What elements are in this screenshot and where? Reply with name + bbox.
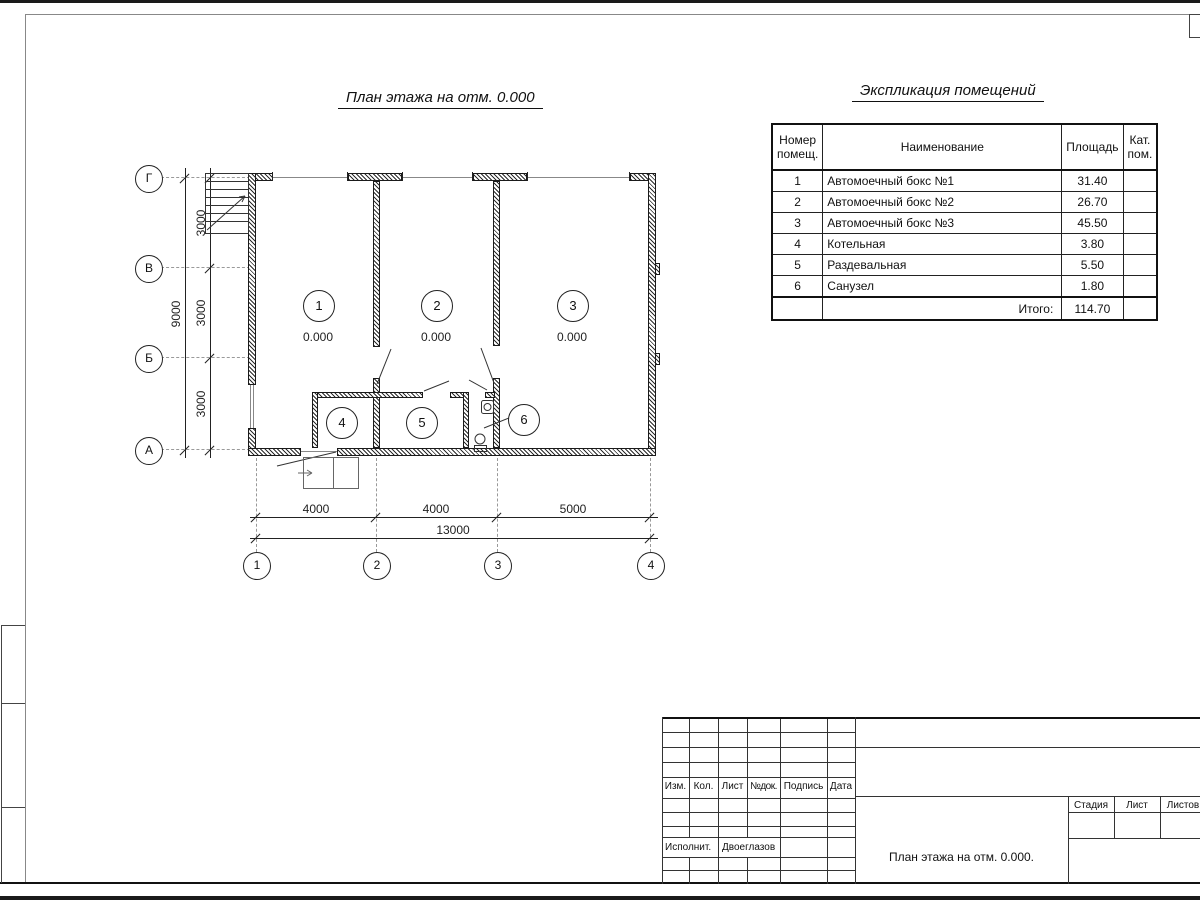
- axis-bubble-3: 3: [484, 552, 512, 580]
- dim-line-3000: [210, 168, 211, 458]
- gate-opening: [402, 177, 473, 178]
- margin-box-edge: [1, 625, 2, 883]
- schedule-header-category: Кат. пом.: [1123, 124, 1157, 170]
- wall-interior: [373, 181, 380, 347]
- axis-line-b: [161, 357, 250, 358]
- axis-bubble-b: Б: [135, 345, 163, 373]
- room-bubble-2: 2: [421, 290, 453, 322]
- axis-bubble-a: А: [135, 437, 163, 465]
- tb-executor-name: Двоеглазов: [722, 842, 776, 853]
- room-category: [1123, 276, 1157, 298]
- dim-label-5000: 5000: [559, 502, 587, 516]
- level-mark-1: 0.000: [302, 330, 334, 344]
- room-area: 31.40: [1062, 170, 1123, 192]
- wall-pilaster: [655, 263, 660, 275]
- tb-stage-header: Стадия: [1073, 800, 1109, 811]
- room-number: 6: [772, 276, 823, 298]
- table-row: [772, 213, 1157, 234]
- total-label: Итого:: [823, 297, 1062, 320]
- room-name: Котельная: [823, 234, 1062, 255]
- level-mark-3: 0.000: [556, 330, 588, 344]
- frame-top: [25, 14, 1190, 15]
- wall-top: [473, 173, 527, 181]
- room-area: 45.50: [1062, 213, 1123, 234]
- dim-label-4000-2: 4000: [422, 502, 450, 516]
- room-bubble-5: 5: [406, 407, 438, 439]
- room-number: 5: [772, 255, 823, 276]
- room-category: [1123, 255, 1157, 276]
- room-name: Автомоечный бокс №1: [823, 170, 1062, 192]
- room-name: Автомоечный бокс №3: [823, 213, 1062, 234]
- room-category: [1123, 234, 1157, 255]
- table-row: [772, 255, 1157, 276]
- entry-opening: [301, 451, 337, 452]
- tb-col-data: Дата: [829, 781, 853, 792]
- room-category: [1123, 213, 1157, 234]
- schedule-title: Экспликация помещений: [852, 82, 1044, 102]
- title-block: [662, 717, 1200, 884]
- room-number: 2: [772, 192, 823, 213]
- room-bubble-6: 6: [508, 404, 540, 436]
- window-opening: [250, 385, 251, 428]
- tb-col-izm: Изм.: [664, 781, 687, 792]
- room-area: 26.70: [1062, 192, 1123, 213]
- dim-label-3000-3: 3000: [194, 390, 208, 418]
- room-name: Санузел: [823, 276, 1062, 298]
- dim-label-4000-1: 4000: [302, 502, 330, 516]
- gate-opening: [527, 177, 630, 178]
- tb-col-podpis: Подпись: [783, 781, 824, 792]
- room-bubble-1: 1: [303, 290, 335, 322]
- page-bottom-edge: [0, 896, 1200, 900]
- schedule-header-number: Номер помещ.: [772, 124, 823, 170]
- axis-bubble-2: 2: [363, 552, 391, 580]
- tb-doc-title: План этажа на отм. 0.000.: [888, 850, 1034, 864]
- dim-line-9000: [185, 168, 186, 458]
- margin-box-line: [1, 625, 25, 626]
- wall-interior: [485, 392, 495, 398]
- room-category: [1123, 170, 1157, 192]
- frame-corner-box: [1189, 14, 1200, 38]
- axis-bubble-4: 4: [637, 552, 665, 580]
- wall-interior: [312, 392, 423, 398]
- room-area: 1.80: [1062, 276, 1123, 298]
- schedule-header-name: Наименование: [823, 124, 1062, 170]
- room-bubble-4: 4: [326, 407, 358, 439]
- sink-icon: [482, 401, 494, 414]
- margin-box-line: [1, 807, 25, 808]
- room-name: Автомоечный бокс №2: [823, 192, 1062, 213]
- table-row: [772, 192, 1157, 213]
- axis-line-g: [161, 177, 250, 178]
- table-row: [772, 234, 1157, 255]
- dim-line-total: [250, 538, 658, 539]
- wall-interior: [493, 378, 500, 448]
- tb-col-kol: Кол.: [693, 781, 714, 792]
- tb-sheet-header: Лист: [1126, 800, 1148, 811]
- wall-interior: [493, 181, 500, 346]
- table-total-row: [772, 297, 1157, 320]
- room-number: 3: [772, 213, 823, 234]
- axis-bubble-v: В: [135, 255, 163, 283]
- dim-label-3000-1: 3000: [194, 209, 208, 237]
- room-area: 5.50: [1062, 255, 1123, 276]
- axis-bubble-g: Г: [135, 165, 163, 193]
- page-top-edge: [0, 0, 1200, 3]
- wall-interior: [312, 392, 318, 448]
- room-name: Раздевальная: [823, 255, 1062, 276]
- wall-left: [248, 173, 256, 385]
- wall-top: [348, 173, 402, 181]
- tb-col-ndok: №док.: [750, 781, 777, 792]
- wall-interior: [463, 392, 469, 448]
- gate-opening: [272, 177, 348, 178]
- axis-line-a: [161, 449, 250, 450]
- room-number: 4: [772, 234, 823, 255]
- dim-label-3000-2: 3000: [194, 299, 208, 327]
- wall-bottom: [337, 448, 656, 456]
- tb-executor-label: Исполнит.: [665, 842, 712, 853]
- tb-sheets-header: Листов: [1166, 800, 1200, 811]
- dim-line-segments: [250, 517, 658, 518]
- room-category: [1123, 192, 1157, 213]
- total-value: 114.70: [1062, 297, 1123, 320]
- table-row: [772, 276, 1157, 298]
- table-row: [772, 170, 1157, 192]
- stair-icon: [205, 174, 249, 234]
- level-mark-2: 0.000: [420, 330, 452, 344]
- margin-box-line: [1, 703, 25, 704]
- room-number: 1: [772, 170, 823, 192]
- room-area: 3.80: [1062, 234, 1123, 255]
- wall-bottom: [248, 448, 301, 456]
- tb-col-list: Лист: [721, 781, 744, 792]
- plan-title: План этажа на отм. 0.000: [338, 89, 543, 109]
- axis-line-v: [161, 267, 250, 268]
- dim-label-9000: 9000: [169, 300, 183, 328]
- axis-bubble-1: 1: [243, 552, 271, 580]
- wall-pilaster: [655, 353, 660, 365]
- wall-right: [648, 173, 656, 456]
- window-opening: [253, 385, 254, 428]
- entry-stoop: [298, 457, 359, 489]
- room-bubble-3: 3: [557, 290, 589, 322]
- dim-label-13000: 13000: [436, 523, 470, 537]
- schedule-table: [771, 123, 1158, 321]
- frame-left: [25, 14, 26, 884]
- wall-interior: [373, 378, 380, 448]
- schedule-header-area: Площадь: [1062, 124, 1123, 170]
